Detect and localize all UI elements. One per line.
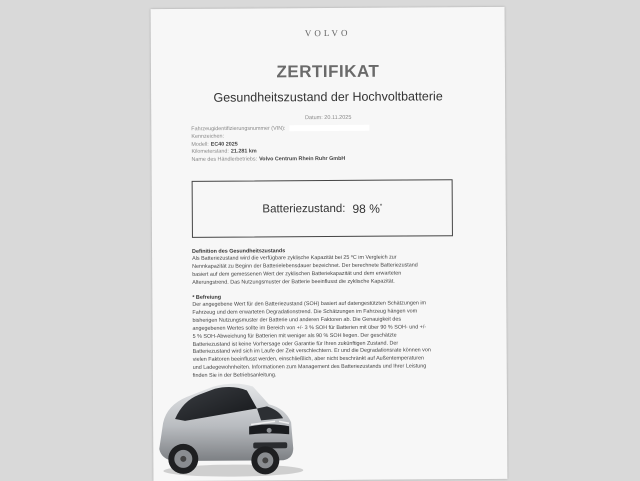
disclaimer-line: Batteriezustand ist keine Vorhersage oder Garantie für Ihren zukünftigen Zustand. Der <box>192 340 399 348</box>
definition-line: Alterungstrend. Das Nutzungsmuster der Batterie beeinflusst die zyklische Kapazität. <box>192 278 395 286</box>
battery-percent: 98 % <box>352 201 380 216</box>
battery-label: Batteriezustand: <box>262 202 346 215</box>
disclaimer-line: angegebenen Wertes sollte im Bereich von +/- 3 % SOH für Batterien mit über 90 % SOH- und +/- <box>192 324 427 332</box>
vehicle-info <box>191 124 481 164</box>
footnote-mark: * <box>379 203 383 210</box>
vin-redaction <box>289 125 369 131</box>
definition-heading: Definition des Gesundheitszustands <box>192 248 286 255</box>
model-value: EC40 2025 <box>210 141 238 148</box>
disclaimer-text <box>192 300 474 381</box>
model-label: Modell: <box>191 141 209 148</box>
plate-label: Kennzeichen: <box>191 133 225 140</box>
document-subtitle: Gesundheitszustand der Hochvoltbatterie <box>213 89 443 105</box>
disclaimer-line: Batteriezustand wird sich im Laufe der Zeit verschlechtern. Er und die Degradationsrate können von <box>192 347 431 356</box>
vin-label: Fahrzeugidentifizierungsnummer (VIN): <box>191 125 286 133</box>
dealer-label: Name des Händlerbetriebs: <box>191 156 258 163</box>
certificate-page <box>151 7 508 481</box>
disclaimer-line: Der angegebene Wert für den Batteriezustand (SOH) basiert auf datengestützten Schätzungen im <box>192 300 427 308</box>
disclaimer-line: finden Sie in der Betriebsanleitung. <box>192 372 277 379</box>
issue-date: Datum: 20.11.2025 <box>305 114 352 122</box>
disclaimer-line: bisherigen Nutzungsmuster der Batterie und anderen Faktoren ab. Die Genauigkeit des <box>192 316 402 324</box>
car-image <box>153 378 304 481</box>
definition-line: basiert auf dem gemessenen Wert der zyklischen Batteriekapazität und dem erwarteten <box>192 270 402 278</box>
document-title: ZERTIFIKAT <box>276 61 380 82</box>
disclaimer-line: und Ladegewohnheiten. Informationen zum Management des Batteriezustands und Ihrer Leistung <box>192 363 427 372</box>
km-value: 21.281 km <box>230 148 257 155</box>
disclaimer-line: vielen Faktoren beeinflusst werden, einschließlich, aber nicht beschränkt auf Außentemperaturen <box>192 355 425 364</box>
dealer-value: Volvo Centrum Rhein Ruhr GmbH <box>259 155 346 163</box>
disclaimer-line: Fahrzeug und dem erwarteten Degradationstrend. Die Schätzungen im Fahrzeug hängen vom <box>192 308 418 316</box>
definition-text <box>192 254 472 287</box>
battery-status-box <box>192 179 453 238</box>
disclaimer-line: 5 % SOH-Abweichung für Batterien mit weniger als 90 % SOH liegen. Der geschätzte <box>192 332 397 340</box>
definition-line: Nennkapazität zu Beginn der Batterielebensdauer bezeichnet. Der berechnete Batteriezustand <box>192 262 418 270</box>
definition-line: Als Batteriezustand wird die verfügbare zyklische Kapazität bei 25 ºC im Vergleich zur <box>192 254 397 262</box>
disclaimer-heading: * Befreiung <box>192 294 222 301</box>
battery-value <box>352 201 382 215</box>
volvo-logo: VOLVO <box>304 27 351 39</box>
dealer-row <box>191 155 481 164</box>
km-label: Kilometerstand: <box>191 148 229 156</box>
